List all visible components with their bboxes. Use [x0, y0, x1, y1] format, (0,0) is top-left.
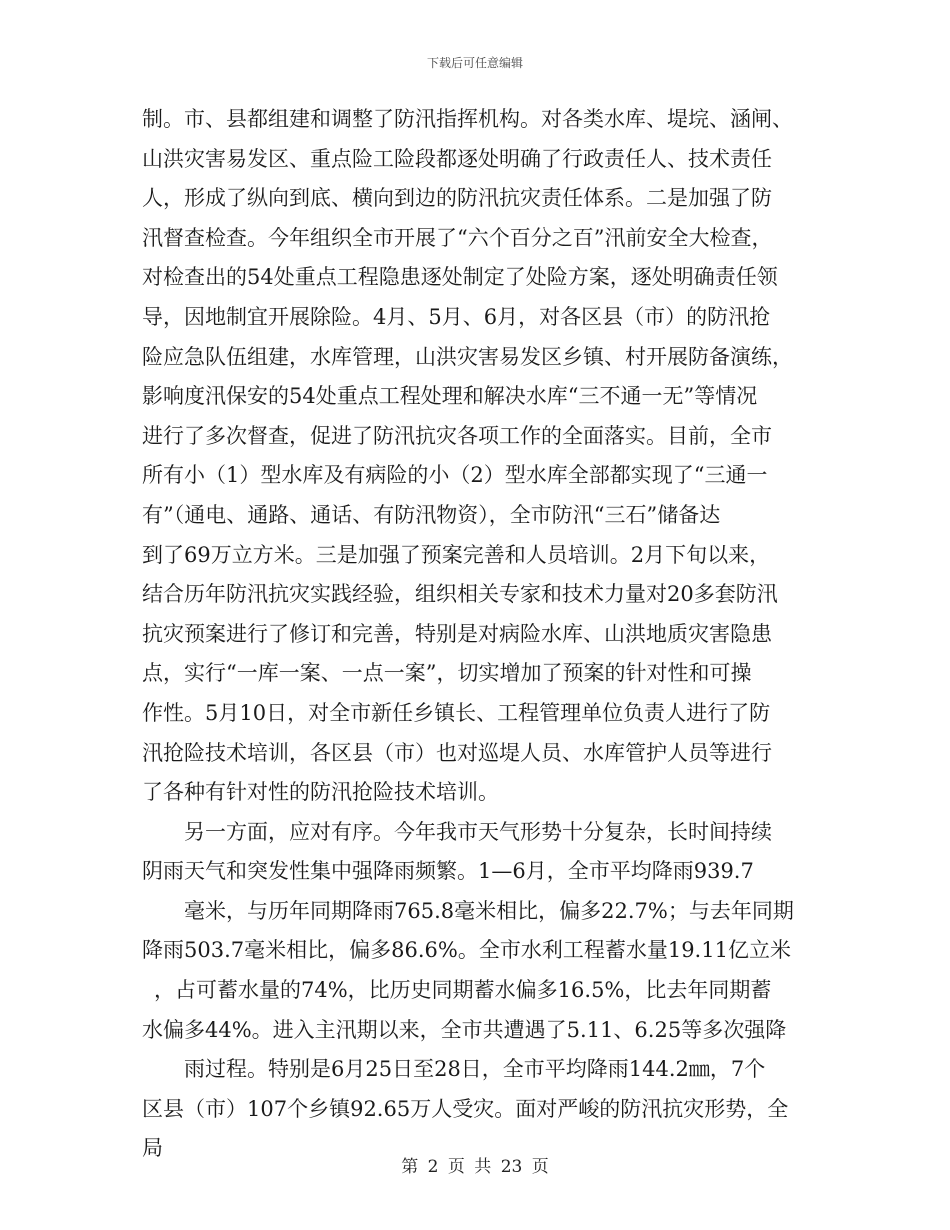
- paragraph-start-line: 另一方面，应对有序。今年我市天气形势十分复杂，长时间持续: [184, 819, 772, 844]
- text-line: 汛督查检查。今年组织全市开展了“六个百分之百”汛前安全大检查，: [142, 225, 773, 250]
- text-line: 所有小（1）型水库及有病险的小（2）型水库全部都实现了“三通一: [142, 463, 768, 488]
- text-line: 影响度汛保安的54处重点工程处理和解决水库“三不通一无”等情况: [142, 384, 758, 409]
- page-header: 下载后可任意编辑: [426, 56, 523, 70]
- text-line: 局: [142, 1136, 163, 1161]
- text-line: 阴雨天气和突发性集中强降雨频繁。1—6月，全市平均降雨939.7: [142, 859, 754, 884]
- text-line: 水偏多44%。进入主汛期以来，全市共遭遇了5.11、6.25等多次强降: [142, 1017, 787, 1042]
- text-line: 毫米，与历年同期降雨765.8毫米相比，偏多22.7%；与去年同期: [184, 898, 794, 923]
- text-line: 区县（市）107个乡镇92.65万人受灾。面对严峻的防汛抗灾形势，全: [142, 1096, 789, 1121]
- text-line: 对检查出的54处重点工程隐患逐处制定了处险方案，逐处明确责任领: [142, 265, 778, 290]
- text-line: 降雨503.7毫米相比，偏多86.6%。全市水利工程蓄水量19.11亿立米: [142, 938, 791, 963]
- text-line: 结合历年防汛抗灾实践经验，组织相关专家和技术力量对20多套防汛: [142, 582, 778, 607]
- text-line: 汛抢险技术培训，各区县（市）也对巡堤人员、水库管护人员等进行: [142, 740, 772, 765]
- text-line: 了各种有针对性的防汛抢险技术培训。: [142, 780, 499, 805]
- text-line: 导，因地制宜开展除险。4月、5月、6月，对各区县（市）的防汛抢: [142, 304, 771, 329]
- text-line: 抗灾预案进行了修订和完善，特别是对病险水库、山洪地质灾害隐患: [142, 621, 772, 646]
- text-line: 人，形成了纵向到底、横向到边的防汛抗灾责任体系。二是加强了防: [142, 186, 772, 211]
- text-line: 有”（通电、通路、通话、有防汛物资），全市防汛“三石”储备达: [142, 502, 721, 527]
- text-line: 制。市、县都组建和调整了防汛指挥机构。对各类水库、堤垸、涵闸、: [142, 107, 793, 131]
- text-line: 险应急队伍组建，水库管理，山洪灾害易发区乡镇、村开展防备演练，: [142, 344, 793, 369]
- text-line: 雨过程。特别是6月25日至28日，全市平均降雨144.2㎜，7个: [184, 1057, 766, 1082]
- text-line: 点，实行“一库一案、一点一案”，切实增加了预案的针对性和可操: [142, 661, 752, 686]
- text-line: 进行了多次督查，促进了防汛抗灾各项工作的全面落实。目前，全市: [142, 423, 772, 448]
- text-line: ，占可蓄水量的74%，比历史同期蓄水偏多16.5%，比去年同期蓄: [154, 978, 772, 1003]
- text-line: 作性。5月10日，对全市新任乡镇长、工程管理单位负责人进行了防: [142, 700, 771, 725]
- document-body: [142, 100, 814, 1169]
- text-line: 到了69万立方米。三是加强了预案完善和人员培训。2月下旬以来，: [142, 542, 771, 567]
- page-number-footer: 第 2 页 共 23 页: [401, 1157, 549, 1177]
- text-line: 山洪灾害易发区、重点险工险段都逐处明确了行政责任人、技术责任: [142, 146, 772, 171]
